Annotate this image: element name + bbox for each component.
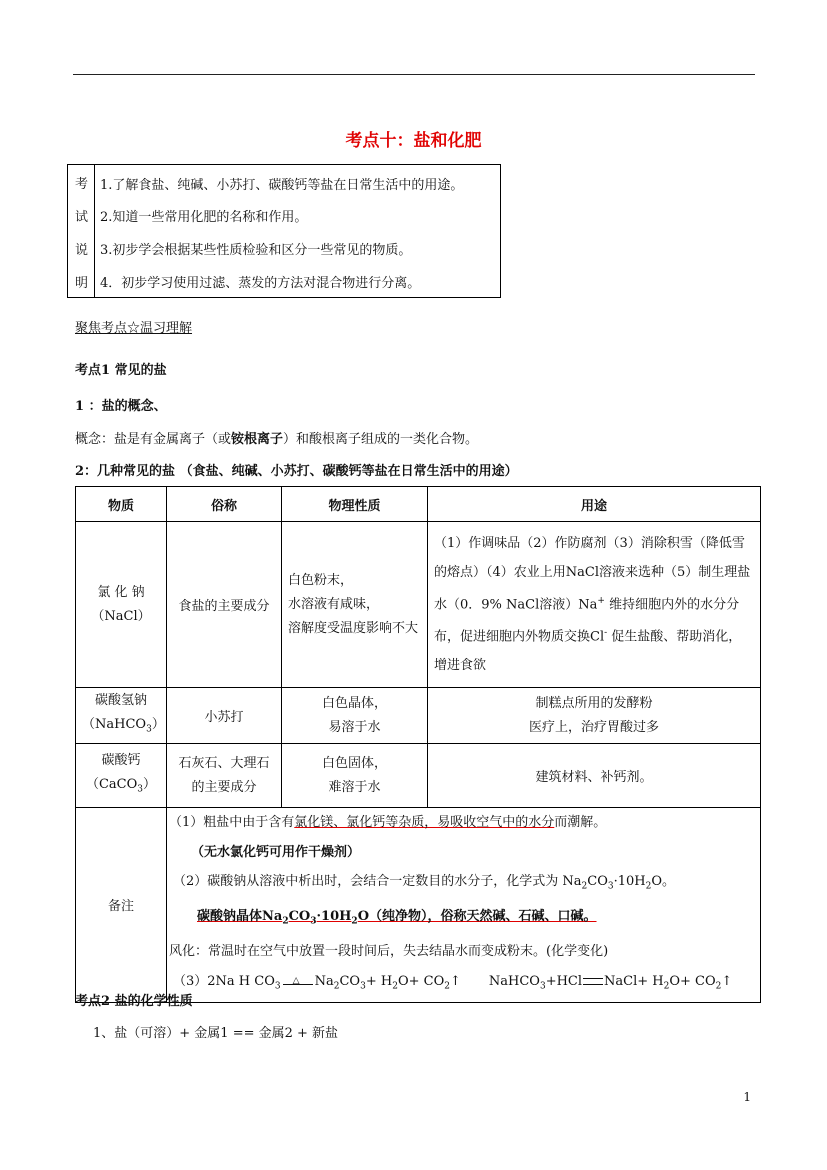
kp1-sub1: 1 ：盐的概念、: [75, 399, 167, 414]
table-row: [76, 688, 761, 744]
note-line: （无水氯化钙可用作干燥剂）: [191, 844, 361, 860]
use-cell: （1）作调味品（2）作防腐剂（3）消除积雪（降低雪的熔点）（4）农业上用NaCl溶液来选种（5）制生理盐水（0．9% NaCl溶液）Na+ 维持细胞内外的水分分布，促进细胞内外物质交换Cl- 促生盐酸、帮助消化，增进食欲: [428, 522, 761, 688]
side-char: 试: [75, 210, 89, 225]
note-line: （2）碳酸钠从溶液中析出时，会结合一定数目的水分子，化学式为 $Na_2CO_3\cdot 10H_2O$。: [173, 874, 676, 892]
substance-cell: 碳酸氢钠 （NaHCO$_3$）: [76, 688, 167, 744]
notes-cell: [167, 808, 761, 1003]
kp2-line1: 1、盐（可溶）+ 金属1 == 金属2 + 新盐: [93, 1026, 339, 1041]
page-number: 1: [743, 1090, 751, 1104]
table-header-row: [76, 487, 761, 522]
header-cell: 俗称: [167, 487, 282, 522]
exam-requirements-box: [67, 164, 501, 298]
use-cell: 制糕点所用的发酵粉 医疗上，治疗胃酸过多: [428, 688, 761, 744]
use-cell: 建筑材料、补钙剂。: [428, 744, 761, 808]
exam-item: 1.了解食盐、纯碱、小苏打、碳酸钙等盐在日常生活中的用途。: [100, 178, 464, 193]
exam-side-label: [68, 165, 95, 297]
header-rule: [73, 74, 755, 75]
equals-sign: [583, 978, 603, 985]
note-line: 风化：常温时在空气中放置一段时间后，失去结晶水而变成粉末。(化学变化): [169, 944, 609, 960]
section-link[interactable]: 聚焦考点☆温习理解: [75, 321, 193, 336]
notes-label: 备注: [76, 808, 167, 1003]
table-row: [76, 744, 761, 808]
common-name-cell: 石灰石、大理石 的主要成分: [167, 744, 282, 808]
side-char: 明: [75, 276, 89, 291]
table-row: [76, 522, 761, 688]
phys-cell: 白色晶体， 易溶于水: [282, 688, 428, 744]
page-title: 考点十：盐和化肥: [345, 131, 482, 151]
substance-cell: 氯 化 钠 （NaCl）: [76, 522, 167, 688]
exam-item: 2.知道一些常用化肥的名称和作用。: [100, 210, 308, 225]
side-char: 考: [75, 177, 89, 192]
header-cell: 物理性质: [282, 487, 428, 522]
exam-item: 4．初步学习使用过滤、蒸发的方法对混合物进行分离。: [100, 276, 421, 291]
heating-arrow: △: [281, 975, 315, 987]
kp1-sub2: 2：几种常见的盐 （食盐、纯碱、小苏打、碳酸钙等盐在日常生活中的用途）: [75, 464, 518, 479]
header-cell: 物质: [76, 487, 167, 522]
note-line: （1）粗盐中由于含有氯化镁、氯化钙等杂质，易吸收空气中的水分而潮解。: [169, 815, 607, 830]
header-cell: 用途: [428, 487, 761, 522]
note-line: （3）2Na H $CO_3$ △ $Na_2CO_3+ H_2O+$ $CO_2↑$ NaHCO$_3$+HCl NaCl+ $H_2O+$ $CO_2↑$: [173, 973, 733, 992]
kp2-heading: 考点2 盐的化学性质: [75, 994, 193, 1009]
common-name-cell: 小苏打: [167, 688, 282, 744]
exam-item: 3.初步学会根据某些性质检验和区分一些常见的物质。: [100, 243, 412, 258]
note-line: 碳酸钠晶体$Na_2CO_3\cdot 10H_2O$（纯净物），俗称天然碱、石碱、口碱。: [197, 909, 597, 927]
side-char: 说: [75, 243, 89, 258]
phys-cell: 白色粉末， 水溶液有咸味， 溶解度受温度影响不大: [282, 522, 428, 688]
common-name-cell: 食盐的主要成分: [167, 522, 282, 688]
phys-cell: 白色固体， 难溶于水: [282, 744, 428, 808]
concept-line: 概念：盐是有金属离子（或铵根离子）和酸根离子组成的一类化合物。: [75, 432, 479, 447]
kp1-heading: 考点1 常见的盐: [75, 363, 167, 378]
notes-row: [76, 808, 761, 1003]
salt-table: [75, 486, 761, 1003]
substance-cell: 碳酸钙 （CaCO$_3$）: [76, 744, 167, 808]
